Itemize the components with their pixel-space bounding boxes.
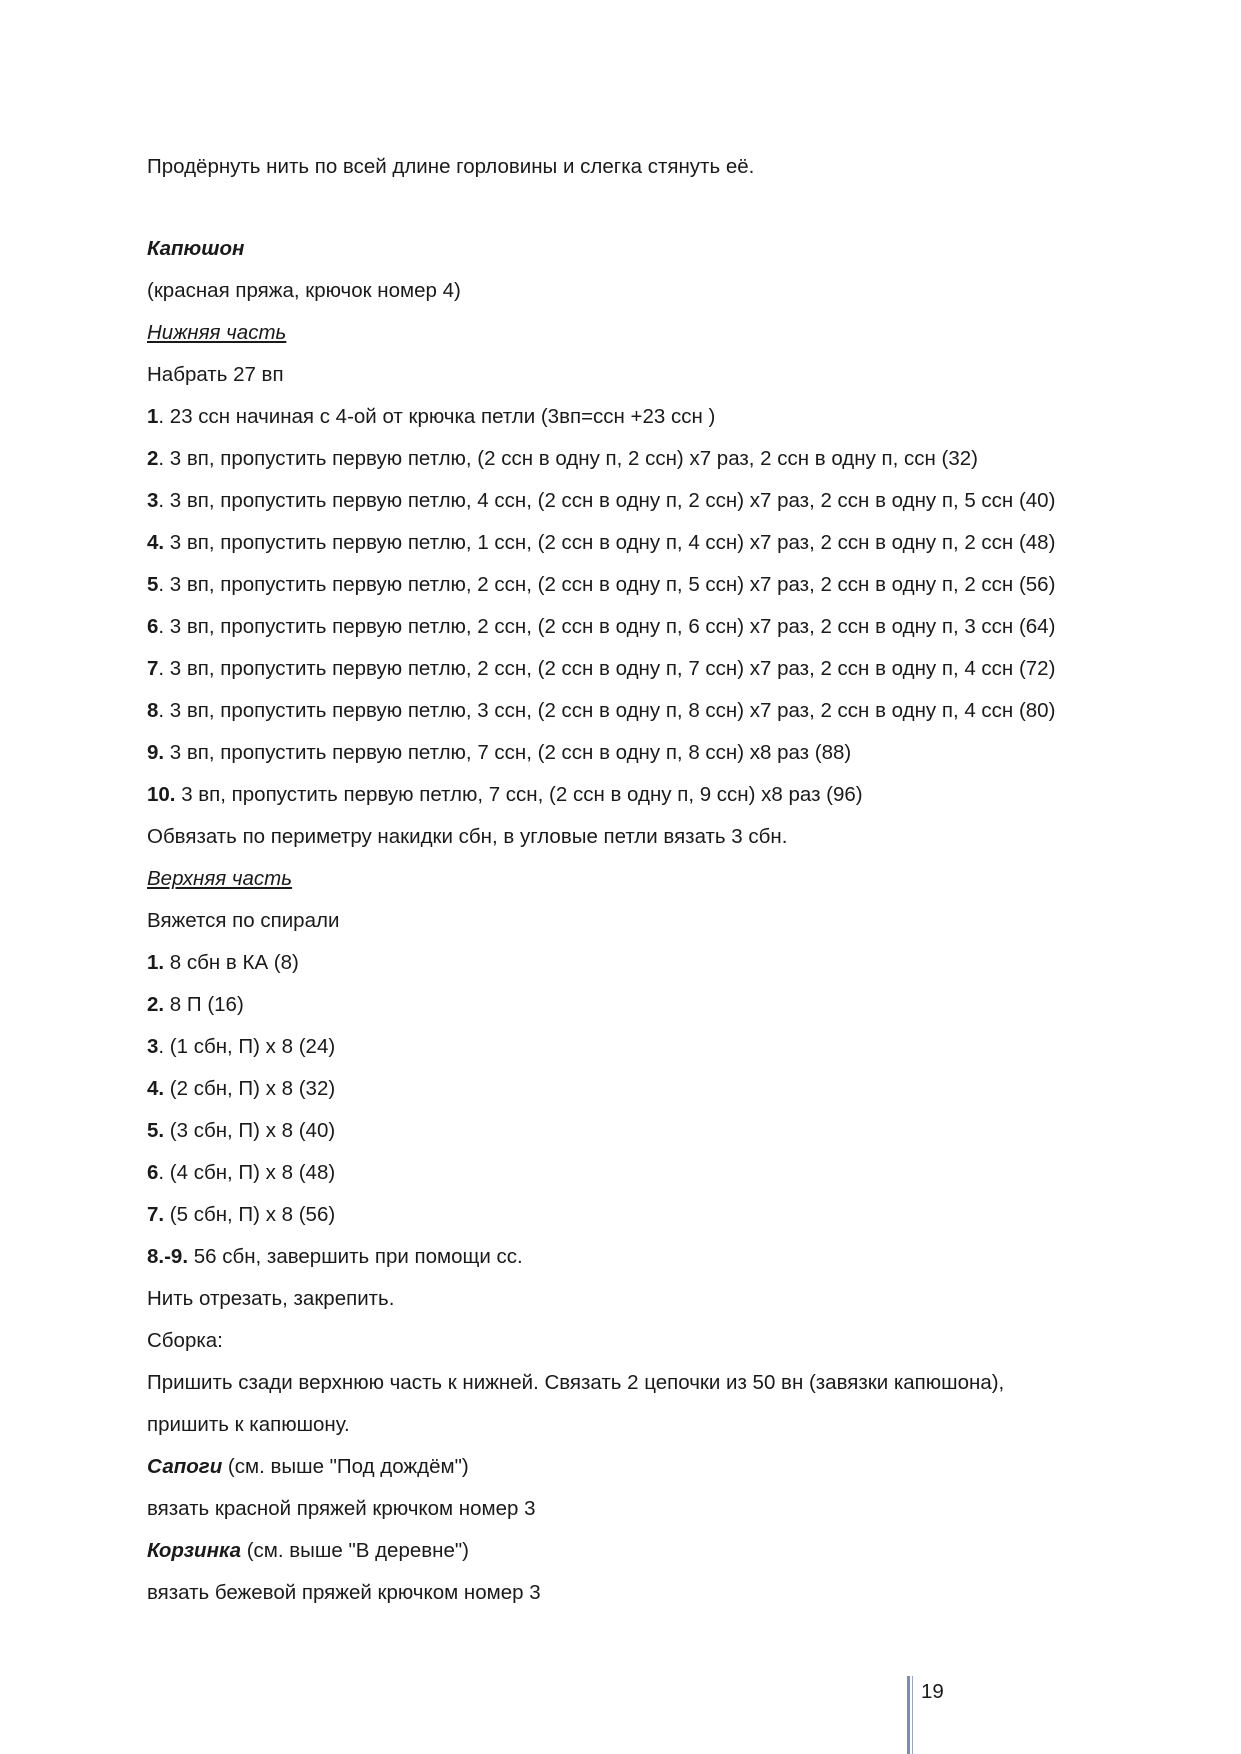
footer-rule <box>907 1676 910 1754</box>
page-content <box>147 146 1107 1614</box>
upper-rows-list <box>147 942 1107 1278</box>
basket-ref: (см. выше "В деревне") <box>241 1539 469 1562</box>
list-item: 4. 3 вп, пропустить первую петлю, 1 ссн, (2 ссн в одну п, 4 ссн) х7 раз, 2 ссн в одну п, 2 ссн (48) <box>147 531 1056 554</box>
list-item: 8. 3 вп, пропустить первую петлю, 3 ссн, (2 ссн в одну п, 8 ссн) х7 раз, 2 ссн в одну п, 4 ссн (80) <box>147 699 1056 722</box>
boots-note: вязать красной пряжей крючком номер 3 <box>147 1497 536 1520</box>
basket-title: Корзинка <box>147 1539 242 1562</box>
list-item: 1. 23 ссн начиная с 4-ой от крючка петли (3вп=ссн +23 ссн ) <box>147 405 716 428</box>
list-item: 4. (2 сбн, П) х 8 (32) <box>147 1077 336 1100</box>
hood-heading <box>147 228 1107 270</box>
edging-text: Обвязать по периметру накидки сбн, в угловые петли вязать 3 сбн. <box>147 825 788 848</box>
list-item: 3. 3 вп, пропустить первую петлю, 4 ссн, (2 ссн в одну п, 2 ссн) х7 раз, 2 ссн в одну п, 5 ссн (40) <box>147 489 1056 512</box>
list-item: 6. 3 вп, пропустить первую петлю, 2 ссн, (2 ссн в одну п, 6 ссн) х7 раз, 2 ссн в одну п, 3 ссн (64) <box>147 615 1056 638</box>
hood-yarn: (красная пряжа, крючок номер 4) <box>147 279 461 302</box>
list-item: 9. 3 вп, пропустить первую петлю, 7 ссн, (2 ссн в одну п, 8 ссн) х8 раз (88) <box>147 741 852 764</box>
list-item: 1. 8 сбн в КА (8) <box>147 951 299 974</box>
boots-ref: (см. выше "Под дождём") <box>222 1455 469 1478</box>
page-footer <box>907 1676 1027 1754</box>
lower-rows-list <box>147 396 1107 816</box>
lower-part-heading <box>147 312 1107 354</box>
list-item: 7. (5 сбн, П) х 8 (56) <box>147 1203 336 1226</box>
list-item: 5. 3 вп, пропустить первую петлю, 2 ссн, (2 ссн в одну п, 5 ссн) х7 раз, 2 ссн в одну п, 2 ссн (56) <box>147 573 1056 596</box>
assembly-title: Сборка: <box>147 1329 223 1352</box>
assembly-text-1: Пришить сзади верхнюю часть к нижней. Связать 2 цепочки из 50 вн (завязки капюшона), <box>147 1371 1005 1394</box>
spiral-note: Вяжется по спирали <box>147 909 340 932</box>
boots-heading <box>147 1446 1107 1488</box>
finish-text: Нить отрезать, закрепить. <box>147 1287 395 1310</box>
boots-title: Сапоги <box>147 1455 223 1478</box>
intro-text: Продёрнуть нить по всей длине горловины и слегка стянуть её. <box>147 155 755 178</box>
footer-rule-thin <box>912 1676 913 1754</box>
hood-title: Капюшон <box>147 237 245 260</box>
lower-part-title: Нижняя часть <box>147 321 287 344</box>
upper-part-heading <box>147 858 1107 900</box>
list-item: 3. (1 сбн, П) х 8 (24) <box>147 1035 336 1058</box>
list-item: 5. (3 сбн, П) х 8 (40) <box>147 1119 336 1142</box>
list-item: 8.-9. 56 сбн, завершить при помощи сс. <box>147 1245 523 1268</box>
assembly-text-2: пришить к капюшону. <box>147 1413 350 1436</box>
list-item: 7. 3 вп, пропустить первую петлю, 2 ссн, (2 ссн в одну п, 7 ссн) х7 раз, 2 ссн в одну п, 4 ссн (72) <box>147 657 1056 680</box>
list-item: 2. 3 вп, пропустить первую петлю, (2 ссн в одну п, 2 ссн) х7 раз, 2 ссн в одну п, ссн (32) <box>147 447 978 470</box>
page-number: 19 <box>921 1680 944 1703</box>
list-item: 10. 3 вп, пропустить первую петлю, 7 ссн, (2 ссн в одну п, 9 ссн) х8 раз (96) <box>147 783 863 806</box>
cast-on-text: Набрать 27 вп <box>147 363 284 386</box>
basket-note: вязать бежевой пряжей крючком номер 3 <box>147 1581 541 1604</box>
list-item: 6. (4 сбн, П) х 8 (48) <box>147 1161 336 1184</box>
basket-heading <box>147 1530 1107 1572</box>
upper-part-title: Верхняя часть <box>147 867 293 890</box>
list-item: 2. 8 П (16) <box>147 993 244 1016</box>
